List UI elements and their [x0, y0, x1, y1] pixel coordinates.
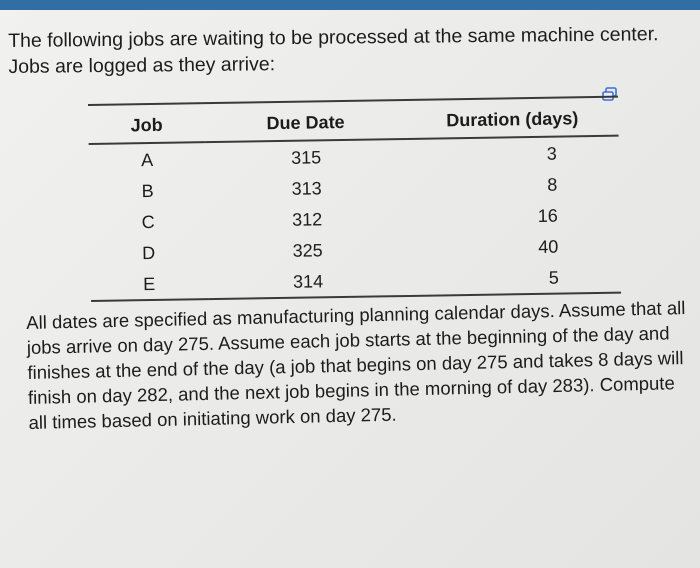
job-cell: D: [141, 242, 156, 263]
duration-cell: 16: [537, 205, 558, 226]
header-due-date: Due Date: [205, 100, 407, 142]
due-date-cell: 313: [291, 177, 322, 199]
intro-text: The following jobs are waiting to be processed at the same machine center. Jobs are logged as they arrive:: [8, 23, 659, 78]
duration-cell: 3: [546, 143, 557, 164]
duration-cell: 5: [409, 261, 621, 296]
jobs-table-container: [88, 96, 621, 302]
job-cell: E: [91, 267, 208, 301]
job-cell: B: [141, 180, 154, 201]
jobs-table: [88, 96, 621, 302]
job-cell: A: [141, 149, 154, 170]
top-bar: [0, 0, 700, 10]
job-cell: C: [141, 211, 155, 232]
duration-cell: 40: [538, 236, 559, 257]
duration-cell: 8: [547, 174, 558, 195]
header-duration: Duration (days): [406, 97, 619, 139]
due-date-cell: 325: [292, 239, 323, 261]
due-date-cell: 315: [290, 146, 322, 168]
problem-body-text: All dates are specified as manufacturing planning calendar days. Assume that all jobs arrive on day 275. Assume each job starts at the beginning of the day and finishes at the end of the day (a job that begins on day 275 and takes 8 days will finish on day 282, and the next job begins in the morning of day 283). Compute all times based on initiating work on day 275.: [26, 297, 686, 433]
header-job: Job: [88, 103, 205, 144]
due-date-cell: 312: [291, 208, 323, 230]
due-date-cell: 314: [207, 264, 409, 299]
